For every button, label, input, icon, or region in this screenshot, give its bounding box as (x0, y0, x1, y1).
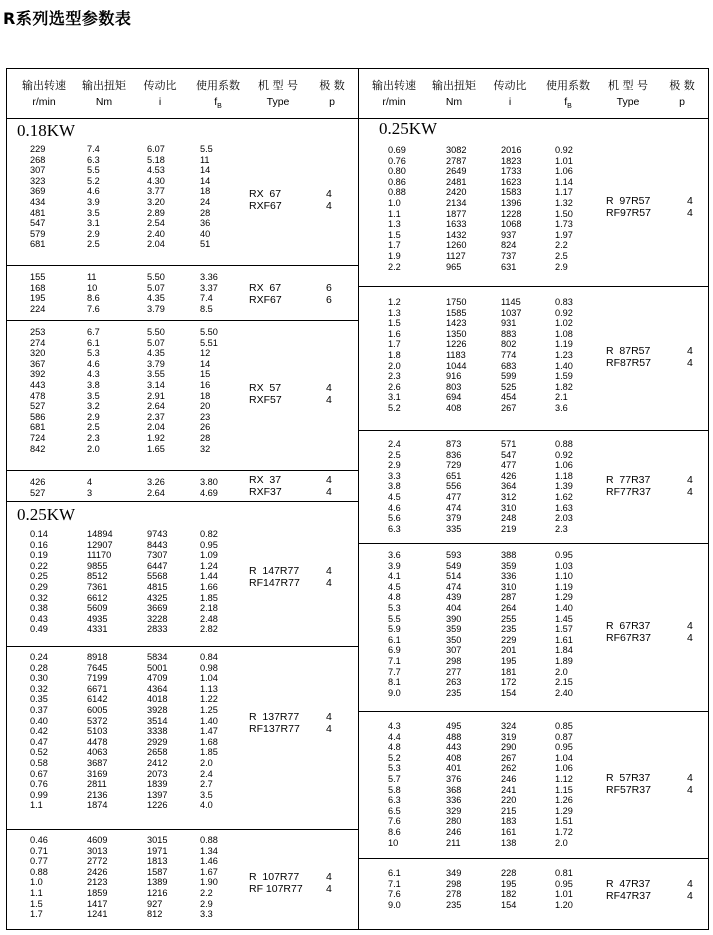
table-row-group (7, 321, 358, 471)
ratio-values: 324 319 290 267 262 246 241 220 215 183 161 138 (501, 721, 517, 848)
ratio-values: 228 195 182 154 (501, 868, 517, 910)
factor-values: 0.88 0.92 1.06 1.18 1.39 1.62 1.63 2.03 2.3 (555, 439, 573, 534)
torque-values: 349 298 278 235 (446, 868, 462, 910)
ratio-values: 5834 5001 4709 4364 4018 3928 3514 3338 2929 2658 2412 2073 1839 1397 1226 (147, 652, 168, 811)
pole-count: 4 4 (687, 474, 693, 498)
model-type: R 77R37 RF77R37 (606, 474, 651, 498)
unit-ratio: i (508, 96, 512, 108)
ratio-values: 571 547 477 426 364 312 310 248 219 (501, 439, 517, 534)
ratio-values: 5.50 5.07 4.35 3.79 3.55 3.14 2.91 2.64 2.37 2.04 1.92 1.65 (147, 327, 165, 454)
unit-speed: r/min (382, 96, 406, 108)
speed-values: 0.24 0.28 0.30 0.32 0.35 0.37 0.40 0.42 0.47 0.52 0.58 0.67 0.76 0.99 1.1 (30, 652, 48, 811)
header-factor: 使用系数 (546, 79, 590, 92)
ratio-values: 3015 1971 1813 1587 1389 1216 927 812 (147, 835, 168, 920)
model-type: R 97R57 RF97R57 (606, 195, 651, 219)
factor-values: 5.50 5.51 12 14 15 16 18 20 23 26 28 32 (200, 327, 218, 454)
ratio-values: 2016 1823 1733 1623 1583 1396 1228 1068 937 824 737 631 (501, 145, 522, 272)
ratio-values: 5.50 5.07 4.35 3.79 (147, 272, 165, 314)
ratio-values: 3.26 2.64 (147, 477, 165, 498)
torque-values: 873 836 729 651 556 477 474 379 335 (446, 439, 462, 534)
page-title: R系列选型参数表 (3, 9, 132, 28)
pole-count: 4 4 (687, 195, 693, 219)
speed-values: 6.1 7.1 7.6 9.0 (388, 868, 401, 910)
pole-count: 4 4 (687, 878, 693, 902)
unit-ratio: i (158, 96, 162, 108)
table-row-group (359, 712, 708, 859)
pole-count: 4 4 (326, 565, 332, 589)
unit-factor: $f_B$ (214, 96, 222, 111)
pole-count: 4 4 (326, 188, 332, 212)
model-type: R 147R77 RF147R77 (249, 565, 300, 589)
ratio-values: 6.07 5.18 4.53 4.30 3.77 3.20 2.89 2.54 2.40 2.04 (147, 144, 165, 250)
unit-speed: r/min (32, 96, 56, 108)
factor-values: 0.84 0.98 1.04 1.13 1.22 1.25 1.40 1.47 1.68 1.85 2.0 2.4 2.7 3.5 4.0 (200, 652, 218, 811)
table-row-group (7, 502, 358, 647)
header-ratio: 传动比 (493, 79, 527, 92)
power-label: 0.25KW (17, 505, 76, 524)
table-row-group (359, 431, 708, 544)
torque-values: 11 10 8.6 7.6 (87, 272, 100, 314)
factor-values: 0.88 1.34 1.46 1.67 1.90 2.2 2.9 3.3 (200, 835, 218, 920)
pole-count: 6 6 (326, 282, 332, 306)
model-type: R 107R77 RF 107R77 (249, 871, 303, 895)
pole-count: 4 4 (687, 620, 693, 644)
header-speed: 输出转速 (22, 79, 66, 92)
model-type: R 57R37 RF57R37 (606, 772, 651, 796)
unit-type: Type (616, 96, 640, 108)
speed-values: 0.69 0.76 0.80 0.86 0.88 1.0 1.1 1.3 1.5 1.7 1.9 2.2 (388, 145, 406, 272)
speed-values: 155 168 195 224 (30, 272, 46, 314)
speed-values: 4.3 4.4 4.8 5.2 5.3 5.7 5.8 6.3 6.5 7.6 8.6 10 (388, 721, 401, 848)
torque-values: 6.7 6.1 5.3 4.6 4.3 3.8 3.5 3.2 2.9 2.5 2.3 2.0 (87, 327, 100, 454)
unit-torque: Nm (445, 96, 463, 108)
speed-values: 3.6 3.9 4.1 4.5 4.8 5.3 5.5 5.9 6.1 6.9 7.1 7.7 8.1 9.0 (388, 550, 401, 698)
speed-values: 1.2 1.3 1.5 1.6 1.7 1.8 2.0 2.3 2.6 3.1 5.2 (388, 297, 401, 413)
pole-count: 4 4 (687, 345, 693, 369)
model-type: R 47R37 RF47R37 (606, 878, 651, 902)
header-factor: 使用系数 (196, 79, 240, 92)
torque-values: 1750 1585 1423 1350 1226 1183 1044 916 803 694 408 (446, 297, 467, 413)
header-poles: 极 数 (319, 79, 345, 92)
factor-values: 0.83 0.92 1.02 1.08 1.19 1.23 1.40 1.59 1.82 2.1 3.6 (555, 297, 573, 413)
factor-values: 3.80 4.69 (200, 477, 218, 498)
pole-count: 4 4 (326, 871, 332, 895)
torque-values: 3082 2787 2649 2481 2420 2134 1877 1633 1432 1260 1127 965 (446, 145, 467, 272)
model-type: RX 37 RXF37 (249, 474, 282, 498)
factor-values: 3.36 3.37 7.4 8.5 (200, 272, 218, 314)
unit-poles: p (329, 96, 335, 108)
torque-values: 593 549 514 474 439 404 390 359 350 307 298 277 263 235 (446, 550, 462, 698)
table-row-group (359, 287, 708, 431)
header-torque: 输出扭矩 (432, 79, 476, 92)
model-type: RX 67 RXF67 (249, 282, 282, 306)
pole-count: 4 4 (687, 772, 693, 796)
speed-values: 426 527 (30, 477, 46, 498)
factor-values: 0.81 0.95 1.01 1.20 (555, 868, 573, 910)
unit-torque: Nm (95, 96, 113, 108)
factor-values: 0.85 0.87 0.95 1.04 1.06 1.12 1.15 1.26 1.29 1.51 1.72 2.0 (555, 721, 573, 848)
model-type: R 137R77 RF137R77 (249, 711, 300, 735)
model-type: R 67R37 RF67R37 (606, 620, 651, 644)
factor-values: 0.82 0.95 1.09 1.24 1.44 1.66 1.85 2.18 2.48 2.82 (200, 529, 218, 635)
power-label: 0.25KW (379, 119, 438, 138)
torque-values: 495 488 443 408 401 376 368 336 329 280 246 211 (446, 721, 462, 848)
model-type: R 87R57 RF87R57 (606, 345, 651, 369)
table-row-group (7, 471, 358, 502)
header-type: 机 型 号 (258, 79, 298, 92)
model-type: RX 57 RXF57 (249, 382, 282, 406)
header-speed: 输出转速 (372, 79, 416, 92)
speed-values: 229 268 307 323 369 434 481 547 579 681 (30, 144, 46, 250)
speed-values: 0.46 0.71 0.77 0.88 1.0 1.1 1.5 1.7 (30, 835, 48, 920)
speed-values: 2.4 2.5 2.9 3.3 3.8 4.5 4.6 5.6 6.3 (388, 439, 401, 534)
model-type: RX 67 RXF67 (249, 188, 282, 212)
table-row-group (7, 118, 358, 266)
header-type: 机 型 号 (608, 79, 648, 92)
header-ratio: 传动比 (143, 79, 177, 92)
table-row-group (359, 118, 708, 287)
factor-values: 0.92 1.01 1.06 1.14 1.17 1.32 1.50 1.73 1.97 2.2 2.5 2.9 (555, 145, 573, 272)
power-label: 0.18KW (17, 121, 76, 140)
torque-values: 14894 12907 11170 9855 8512 7361 6612 5609 4935 4331 (87, 529, 113, 635)
torque-values: 4 3 (87, 477, 93, 498)
header-poles: 极 数 (669, 79, 695, 92)
table-row-group (359, 544, 708, 712)
torque-values: 7.4 6.3 5.5 5.2 4.6 3.9 3.5 3.1 2.9 2.5 (87, 144, 100, 250)
header-torque: 输出扭矩 (82, 79, 126, 92)
table-row-group (7, 266, 358, 321)
pole-count: 4 4 (326, 474, 332, 498)
pole-count: 4 4 (326, 711, 332, 735)
torque-values: 4609 3013 2772 2426 2123 1859 1417 1241 (87, 835, 108, 920)
selection-table (6, 68, 709, 930)
unit-poles: p (679, 96, 685, 108)
factor-values: 0.95 1.03 1.10 1.19 1.29 1.40 1.45 1.57 1.61 1.84 1.89 2.0 2.15 2.40 (555, 550, 573, 698)
pole-count: 4 4 (326, 382, 332, 406)
ratio-values: 9743 8443 7307 6447 5568 4815 4325 3669 3228 2833 (147, 529, 168, 635)
ratio-values: 388 359 336 310 287 264 255 235 229 201 195 181 172 154 (501, 550, 517, 698)
unit-type: Type (266, 96, 290, 108)
ratio-values: 1145 1037 931 883 802 774 683 599 525 454 267 (501, 297, 522, 413)
factor-values: 5.5 11 14 14 18 24 28 36 40 51 (200, 144, 213, 250)
unit-factor: $f_B$ (564, 96, 572, 111)
torque-values: 8918 7645 7199 6671 6142 6005 5372 5103 4478 4063 3687 3169 2811 2136 1874 (87, 652, 108, 811)
table-row-group (7, 647, 358, 830)
speed-values: 253 274 320 367 392 443 478 527 586 681 724 842 (30, 327, 46, 454)
speed-values: 0.14 0.16 0.19 0.22 0.25 0.29 0.32 0.38 0.43 0.49 (30, 529, 48, 635)
